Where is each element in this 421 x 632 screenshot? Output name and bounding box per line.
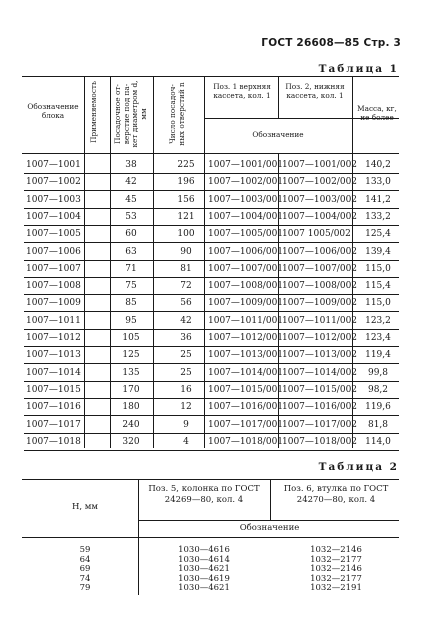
table1-top-rule — [22, 76, 399, 77]
table1-cell-d: 135 — [122, 367, 140, 378]
table1-cell-p1: 1007—1015/001 — [208, 384, 284, 395]
table1-cell-mass: 115,0 — [365, 263, 391, 274]
table1-cell-block: 1007—1005 — [26, 229, 81, 240]
table1-cell-d: 75 — [125, 281, 137, 292]
table1-cell-block: 1007—1016 — [26, 402, 81, 413]
table1-cell-d: 71 — [125, 263, 137, 274]
table2-col-rule — [138, 479, 139, 595]
table1-header-pos2: Поз. 2, нижняя кассета, кол. 1 — [285, 82, 345, 100]
table1-header-diameter: Посадочное от-верстие под па-кет диаметром d, мм — [113, 80, 148, 148]
table1-cell-d: 42 — [125, 177, 137, 188]
table2-top-rule — [22, 479, 399, 480]
table1-cell-block: 1007—1013 — [26, 350, 81, 361]
table1-header-designation: Обозначение — [252, 130, 304, 139]
table1-cell-d: 240 — [122, 419, 140, 430]
table2-col-rule — [270, 479, 271, 520]
table1-cell-block: 1007—1001 — [26, 160, 81, 170]
table1-cell-p2: 1007—1014/002 — [282, 367, 358, 378]
table2-cell-p6: 1032—2146 — [310, 545, 362, 555]
table1-cell-block: 1007—1004 — [26, 211, 81, 222]
table2-cell-p6: 1032—2177 — [310, 554, 362, 565]
table1-cell-n: 72 — [180, 281, 192, 292]
table1-cell-p1: 1007—1008/001 — [208, 281, 284, 292]
table1-cell-p2: 1007—1004/002 — [282, 211, 358, 222]
table1-cell-n: 100 — [177, 229, 195, 240]
table1-row-rule — [24, 225, 399, 226]
table1-row-rule — [24, 398, 399, 399]
table1-cell-mass: 119,4 — [365, 350, 391, 361]
table2-cell-h: 59 — [79, 545, 91, 555]
table2-cell-p5: 1030—4616 — [178, 545, 230, 555]
table1-cell-p1: 1007—1006/001 — [208, 246, 284, 257]
table1-cell-p2: 1007—1016/002 — [282, 402, 358, 413]
table1-cell-n: 25 — [180, 367, 192, 378]
table1-cell-p1: 1007—1011/001 — [208, 315, 284, 326]
table1-cell-n: 90 — [180, 246, 192, 257]
table2-cell-h: 74 — [79, 573, 91, 584]
table1-cell-d: 38 — [125, 160, 137, 170]
table1-cell-block: 1007—1003 — [26, 194, 81, 205]
table1-row-rule — [24, 260, 399, 261]
table1-cell-mass: 119,6 — [365, 402, 391, 413]
table1-cell-d: 45 — [125, 194, 137, 205]
table1-cell-p1: 1007—1001/001 — [208, 160, 284, 170]
table1-cell-n: 196 — [177, 177, 195, 188]
table1-row-rule — [24, 294, 399, 295]
table1-row-rule — [24, 277, 399, 278]
table1-cell-mass: 114,0 — [365, 436, 391, 447]
table2-cell-p5: 1030—4621 — [178, 583, 230, 594]
table1-cell-mass: 133,0 — [365, 177, 391, 188]
table1-cell-block: 1007—1012 — [26, 333, 81, 343]
table1-cell-p1: 1007—1003/001 — [208, 194, 284, 205]
table1-cell-mass: 115,4 — [365, 281, 391, 292]
table1-header-holes: Число посадоч-ных отверстий n — [168, 82, 186, 146]
table1-cell-d: 63 — [125, 246, 137, 257]
table2-subheader-rule — [138, 520, 399, 521]
table1-cell-p2: 1007—1013/002 — [282, 350, 358, 361]
table1-cell-mass: 99,8 — [367, 367, 389, 378]
table1-row-rule — [24, 450, 399, 451]
table1-cell-p2: 1007—1003/002 — [282, 194, 358, 205]
table1-cell-d: 60 — [125, 229, 137, 240]
table1-cell-n: 16 — [180, 384, 192, 395]
table2-header-designation: Обозначение — [239, 523, 300, 533]
table1-cell-p2: 1007—1015/002 — [282, 384, 358, 395]
table1-row-rule — [24, 381, 399, 382]
table2-header-bottom-rule — [22, 537, 399, 538]
table1-row-rule — [24, 173, 399, 174]
table1-cell-block: 1007—1011 — [26, 315, 81, 326]
table1-col-rule — [110, 76, 111, 448]
table1-cell-n: 156 — [177, 194, 195, 205]
table1-cell-mass: 123,4 — [365, 333, 391, 343]
table1-row-rule — [24, 242, 399, 243]
table1-cell-n: 81 — [180, 263, 192, 274]
table1-cell-block: 1007—1002 — [26, 177, 81, 188]
table1-cell-n: 12 — [180, 402, 192, 413]
table1-cell-block: 1007—1007 — [26, 263, 81, 274]
table1-cell-p1: 1007—1016/001 — [208, 402, 284, 413]
table1-cell-block: 1007—1008 — [26, 281, 81, 292]
table2-header-h: H, мм — [71, 502, 99, 512]
table1-cell-p2: 1007—1008/002 — [282, 281, 358, 292]
table1-cell-n: 225 — [177, 160, 195, 170]
table1-cell-mass: 125,4 — [365, 229, 391, 240]
table1-cell-d: 125 — [122, 350, 140, 361]
table2-cell-p6: 1032—2191 — [310, 583, 362, 594]
table1-cell-mass: 98,2 — [367, 384, 389, 395]
table1-cell-p1: 1007—1018/001 — [208, 436, 284, 447]
table2-cell-h: 64 — [79, 554, 91, 565]
table1-header-pos1: Поз. 1 верхняя кассета, кол. 1 — [213, 82, 271, 100]
table1-cell-d: 180 — [122, 402, 140, 413]
table1-cell-d: 320 — [122, 436, 140, 447]
table1-cell-p1: 1007—1013/001 — [208, 350, 284, 361]
table1-row-rule — [24, 415, 399, 416]
table1-cell-n: 121 — [177, 211, 195, 222]
table1-cell-n: 56 — [180, 298, 192, 309]
table1-cell-p2: 1007—1012/002 — [282, 333, 358, 343]
table1-cell-mass: 139,4 — [365, 246, 391, 257]
table1-cell-p2: 1007—1007/002 — [282, 263, 358, 274]
table1-cell-p1: 1007—1014/001 — [208, 367, 284, 378]
table1-cell-block: 1007—1009 — [26, 298, 81, 309]
table1-row-rule — [24, 208, 399, 209]
table2-cell-p6: 1032—2177 — [310, 573, 362, 584]
table1-cell-p2: 1007—1001/002 — [282, 160, 358, 170]
table1-cell-n: 25 — [180, 350, 192, 361]
table1-cell-mass: 81,8 — [367, 419, 389, 430]
table1-cell-mass: 115,0 — [365, 298, 391, 309]
table1-cell-p2: 1007—1011/002 — [282, 315, 358, 326]
table1-cell-mass: 140,2 — [365, 160, 391, 170]
table1-cell-d: 85 — [125, 298, 137, 309]
table1-cell-mass: 123,2 — [365, 315, 391, 326]
table1-cell-n: 9 — [183, 419, 189, 430]
table1-row-rule — [24, 433, 399, 434]
table2-cell-h: 79 — [79, 583, 91, 594]
table1-cell-p2: 1007—1017/002 — [282, 419, 358, 430]
table1-cell-n: 42 — [180, 315, 192, 326]
table1-cell-p1: 1007—1004/001 — [208, 211, 284, 222]
table1-cell-d: 105 — [122, 333, 140, 343]
table1-cell-p1: 1007—1002/001 — [208, 177, 284, 188]
table1-cell-p1: 1007—1012/001 — [208, 333, 284, 343]
table1-row-rule — [24, 190, 399, 191]
table1-cell-block: 1007—1018 — [26, 436, 81, 447]
table1-cell-p1: 1007—1007/001 — [208, 263, 284, 274]
table1-cell-p1: 1007—1017/001 — [208, 419, 284, 430]
table2-cell-p5: 1030—4614 — [178, 554, 230, 565]
table1-cell-mass: 141,2 — [365, 194, 391, 205]
table2-caption: Таблица 2 — [318, 461, 399, 473]
table1-cell-block: 1007—1015 — [26, 384, 81, 395]
table2-cell-p5: 1030—4621 — [178, 564, 230, 575]
table1-cell-p1: 1007—1005/001 — [208, 229, 284, 240]
table1-col-rule — [278, 76, 279, 118]
table1-row-rule — [24, 311, 399, 312]
table1-cell-block: 1007—1006 — [26, 246, 81, 257]
table1-header-bottom-rule — [22, 153, 399, 154]
table1-cell-p2: 1007 1005/002 — [282, 229, 351, 240]
page-header: ГОСТ 26608—85 Стр. 3 — [261, 37, 401, 49]
table1-row-rule — [24, 329, 399, 330]
table1-cell-n: 4 — [183, 436, 189, 447]
table1-header-mass: Масса, кг, не более — [357, 104, 397, 122]
table1-cell-p2: 1007—1006/002 — [282, 246, 358, 257]
table1-cell-p2: 1007—1002/002 — [282, 177, 358, 188]
table1-cell-n: 36 — [180, 333, 192, 343]
table1-cell-p2: 1007—1009/002 — [282, 298, 358, 309]
table1-cell-block: 1007—1014 — [26, 367, 81, 378]
table1-cell-p2: 1007—1018/002 — [282, 436, 358, 447]
table1-cell-mass: 133,2 — [365, 211, 391, 222]
table2-header-pos5: Поз. 5, колонка по ГОСТ 24269—80, кол. 4 — [148, 484, 260, 505]
table1-row-rule — [24, 363, 399, 364]
table1-cell-d: 53 — [125, 211, 137, 222]
table2-cell-p6: 1032—2146 — [310, 564, 362, 575]
table1-caption: Таблица 1 — [318, 63, 399, 75]
table2-cell-p5: 1030—4619 — [178, 573, 230, 584]
table2-cell-h: 69 — [79, 564, 91, 575]
table1-col-rule — [153, 76, 154, 448]
table2-header-pos6: Поз. 6, втулка по ГОСТ 24270—80, кол. 4 — [283, 484, 389, 505]
table1-cell-d: 95 — [125, 315, 137, 326]
table1-cell-d: 170 — [122, 384, 140, 395]
table1-header-block: Обозначение блока — [27, 102, 79, 120]
table1-header-applicability: Применяемость — [89, 81, 98, 143]
table1-cell-p1: 1007—1009/001 — [208, 298, 284, 309]
table1-cell-block: 1007—1017 — [26, 419, 81, 430]
table1-row-rule — [24, 346, 399, 347]
